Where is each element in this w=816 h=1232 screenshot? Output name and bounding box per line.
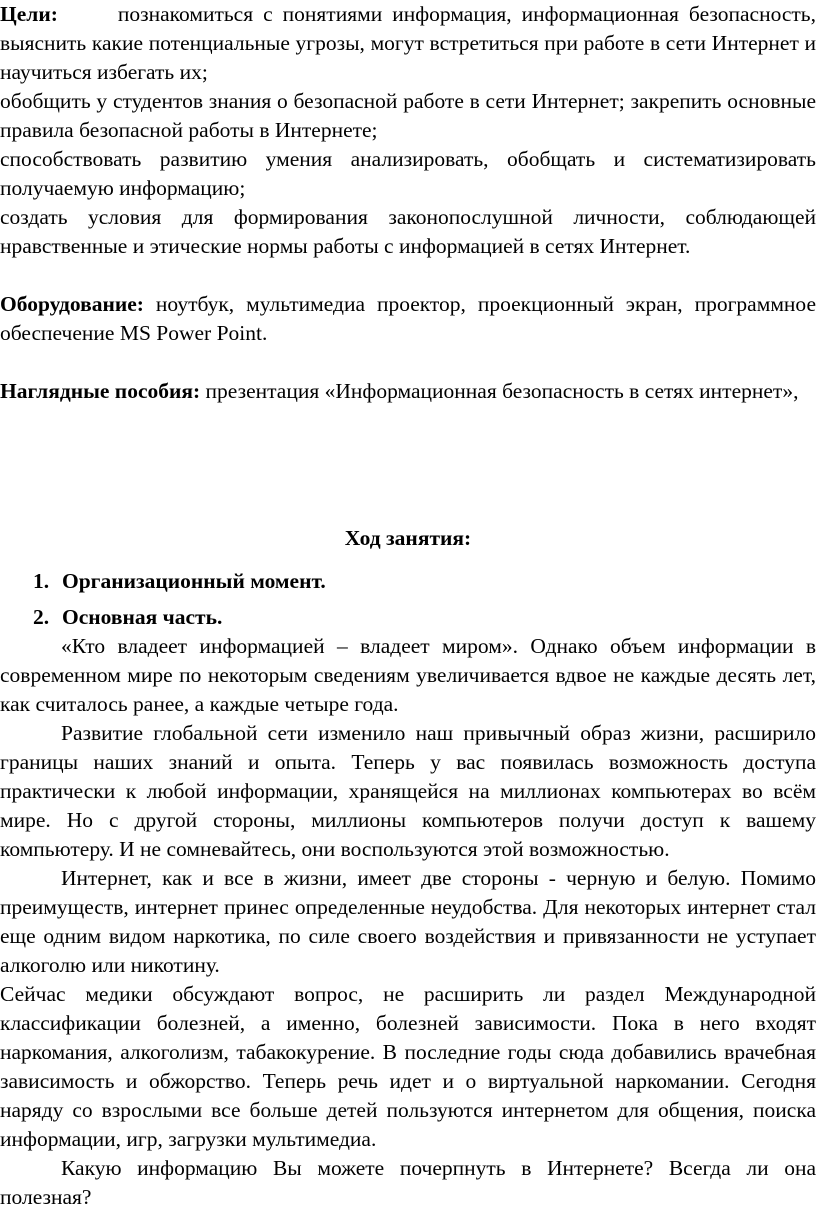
aids-paragraph: [0, 377, 816, 406]
list-item: [0, 603, 816, 632]
spacer: [0, 261, 816, 290]
goals-item-2: обобщить у студентов знания о безопасной работе в сети Интернет; закрепить основные правила безопасной работы в Интернете;: [0, 89, 816, 142]
body-paragraph-1: «Кто владеет информацией – владеет миром». Однако объем информации в современном мире по некоторым сведениям увеличивается вдвое не каждые десять лет, как считалось ранее, а каждые четыре года.: [0, 634, 816, 716]
body-paragraph-3: Интернет, как и все в жизни, имеет две стороны - черную и белую. Помимо преимуществ, интернет принес определенные неудобства. Для некоторых интернет стал еще одним видом наркотика, по силе своего воздействия и привязанности не уступает алкоголю или никотину.: [0, 866, 816, 977]
aids-label: Наглядные пособия:: [0, 379, 201, 403]
list-item: [0, 567, 816, 596]
goals-item-4: создать условия для формирования законопослушной личности, соблюдающей нравственные и этические нормы работы с информацией в сетях Интернет.: [0, 205, 816, 258]
aids-text: презентация «Информационная безопасность в сетях интернет»,: [205, 379, 799, 403]
equipment-paragraph: [0, 290, 816, 348]
body-paragraph-5: Какую информацию Вы можете почерпнуть в Интернете? Всегда ли она полезная?: [0, 1156, 816, 1209]
step-number: 2.: [33, 605, 50, 629]
body-paragraph-2: Развитие глобальной сети изменило наш привычный образ жизни, расширило границы наших знаний и опыта. Теперь у вас появилась возможность доступа практически к любой информации, хранящейся на миллионах компьютерах во всём мире. Но с другой стороны, миллионы компьютеров получи доступ к вашему компьютеру. И не сомневайтесь, они воспользуются этой возможностью.: [0, 721, 816, 861]
equipment-label: Оборудование:: [0, 292, 144, 316]
goals-item-1: [0, 0, 816, 87]
body-paragraph-4: Сейчас медики обсуждают вопрос, не расширить ли раздел Международной классификации болезней, а именно, болезней зависимости. Пока в него входят наркомания, алкоголизм, табакокурение. В последние годы сюда добавились врачебная зависимость и обжорство. Теперь речь идет и о виртуальной наркомании. Сегодня наряду со взрослыми все больше детей пользуются интернетом для общения, поиска информации, игр, загрузки мультимедиа.: [0, 982, 816, 1151]
goals-item-3: способствовать развитию умения анализировать, обобщать и систематизировать получаемую информацию;: [0, 147, 816, 200]
goals-item-1-text: познакомиться с понятиями информация, информационная безопасность, выяснить какие потенциальные угрозы, могут встретиться при работе в сети Интернет и научиться избегать их;: [0, 2, 816, 84]
step-number: 1.: [33, 569, 50, 593]
step-label: Организационный момент.: [62, 569, 326, 593]
lesson-heading: Ход занятия:: [344, 526, 472, 550]
spacer: [0, 348, 816, 377]
spacer: [0, 406, 816, 524]
step-label: Основная часть.: [62, 605, 223, 629]
lesson-steps: [0, 567, 816, 632]
goals-label: Цели:: [0, 2, 58, 26]
equipment-text: ноутбук, мультимедиа проектор, проекционный экран, программное обеспечение MS Power Point.: [0, 292, 816, 345]
